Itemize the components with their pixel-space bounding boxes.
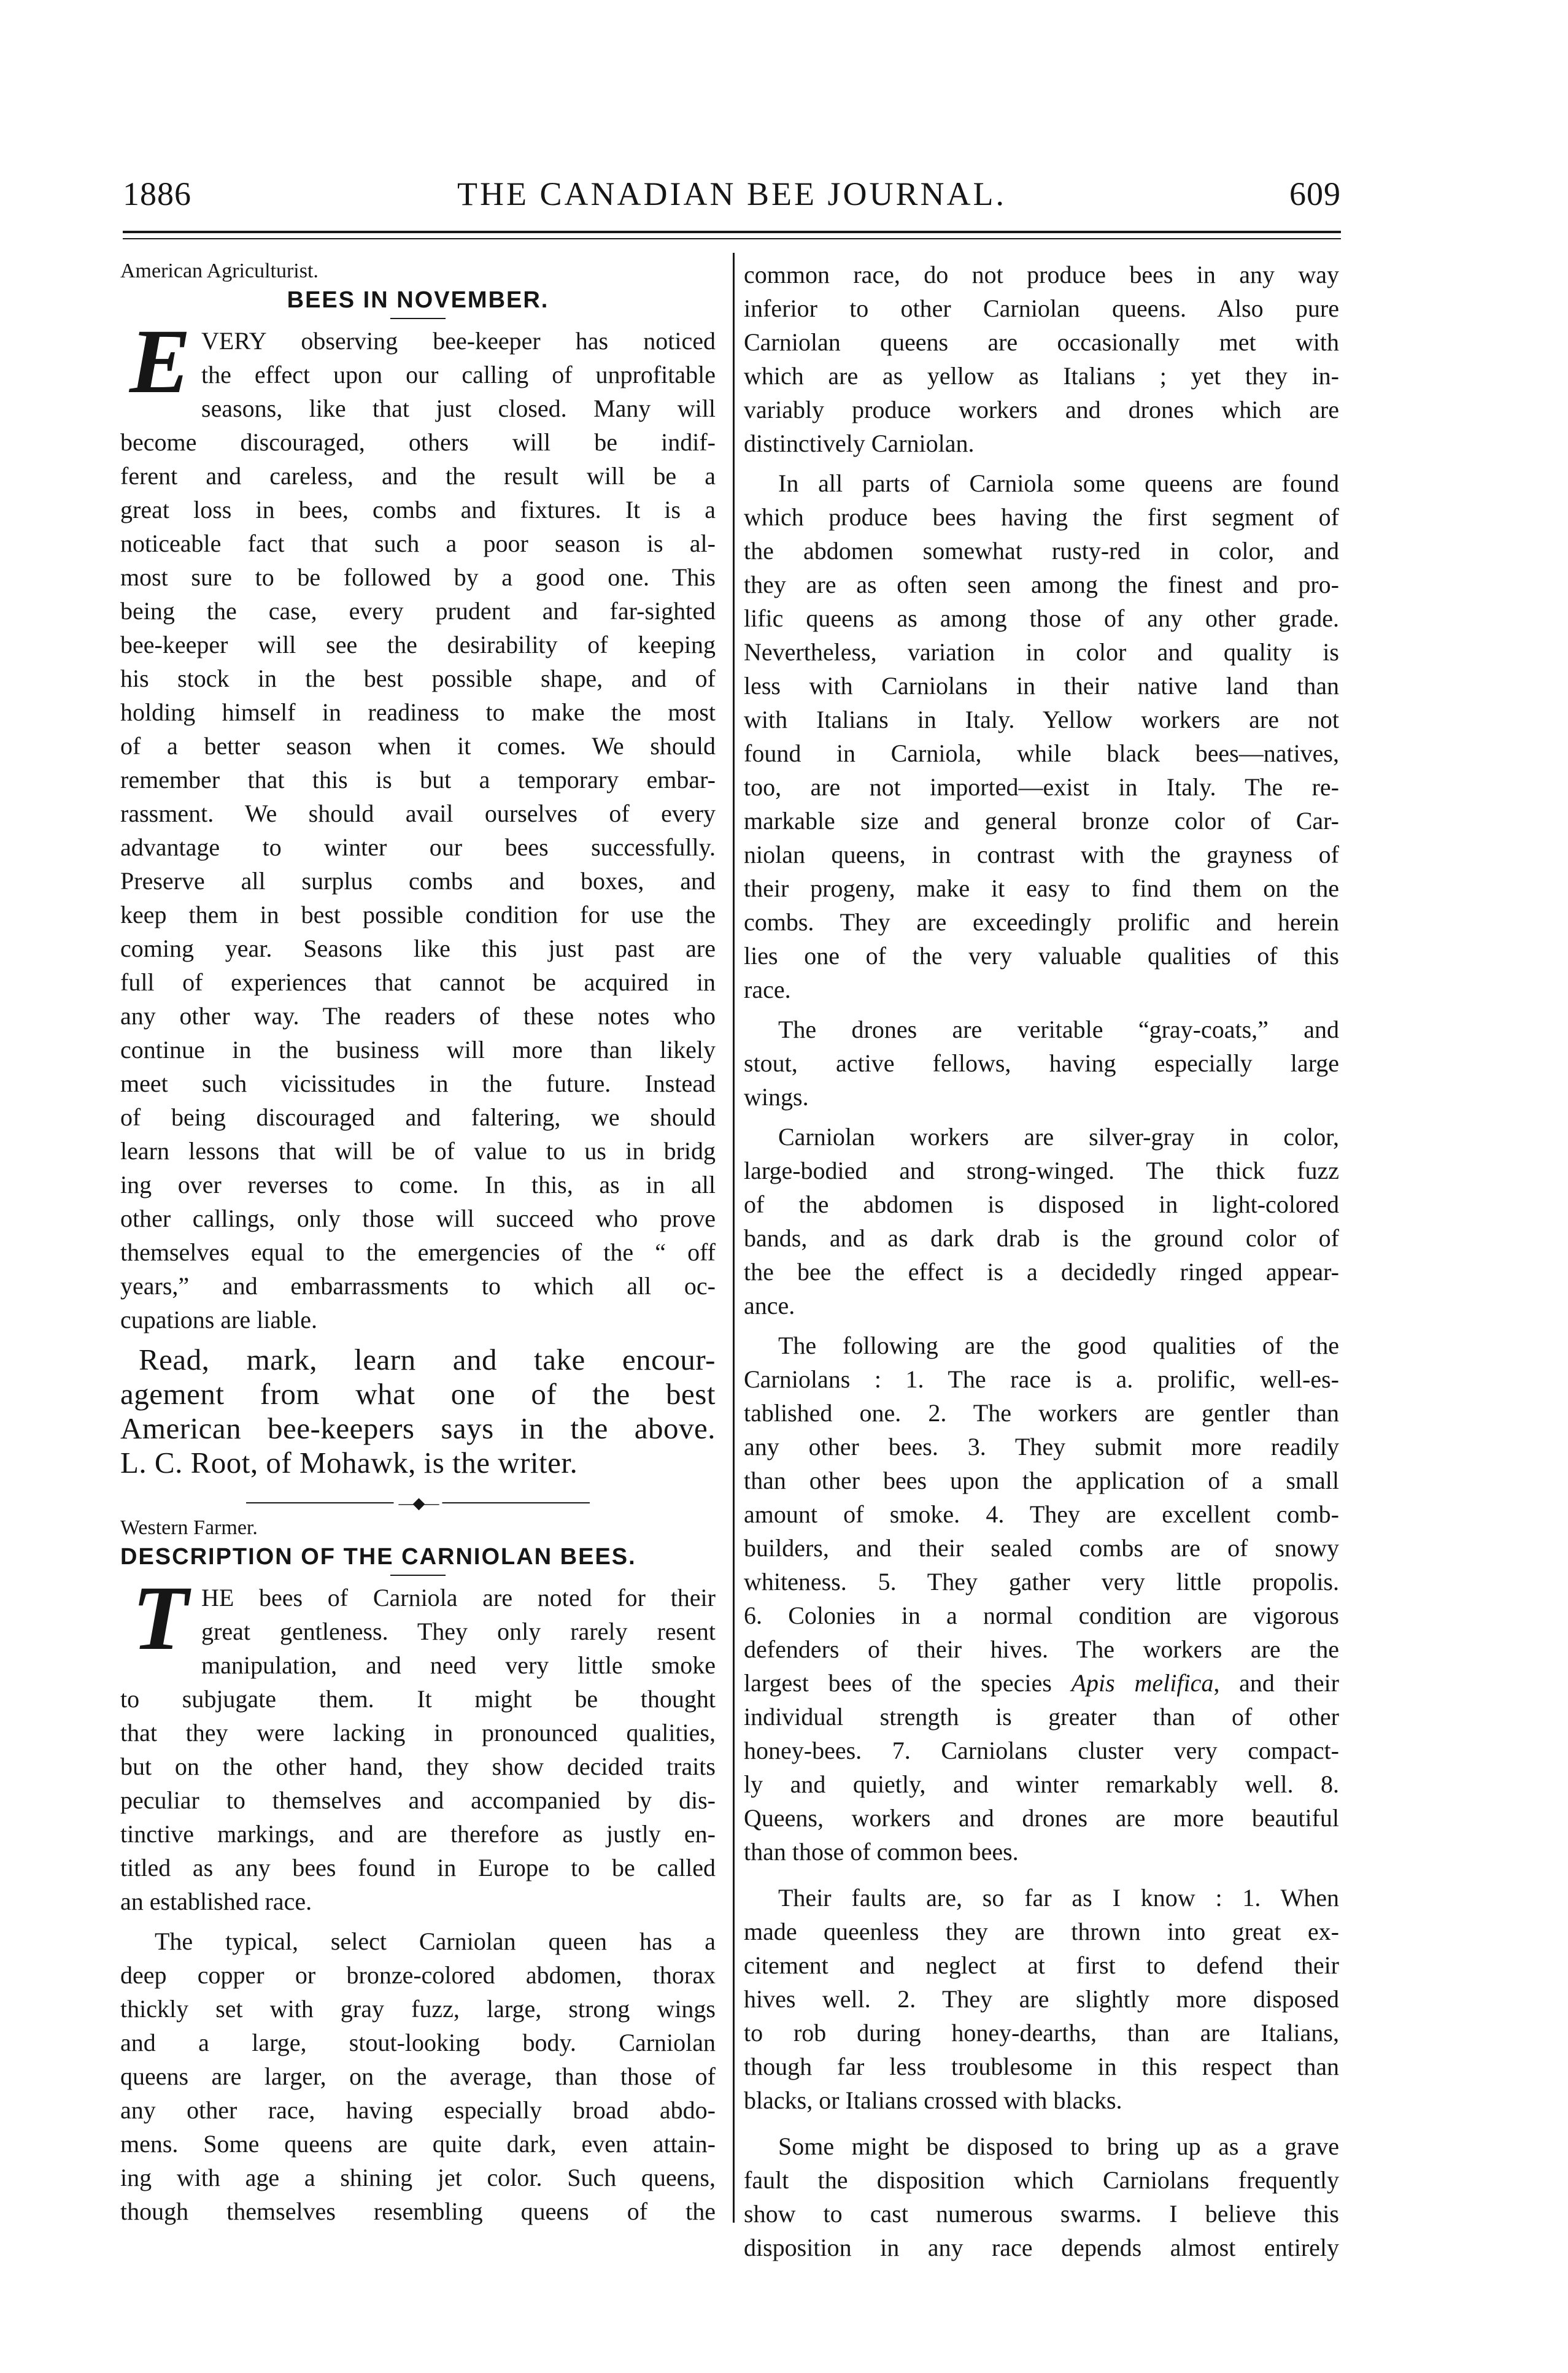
paragraph xyxy=(744,1329,1339,1869)
text-line: defenders of their hives. The workers are the xyxy=(744,1635,1339,1663)
text-line: builders, and their sealed combs are of snowy xyxy=(744,1534,1339,1562)
editor-note-line: L. C. Root, of Mohawk, is the writer. xyxy=(120,1446,578,1480)
text-line: Nevertheless, variation in color and quality is xyxy=(744,638,1339,666)
text-line: seasons, like that just closed. Many will xyxy=(201,395,716,422)
text-line: holding himself in readiness to make the most xyxy=(120,698,716,726)
paragraph xyxy=(744,2129,1339,2264)
paragraph xyxy=(744,1881,1339,2117)
text-line: the abdomen somewhat rusty-red in color, and xyxy=(744,537,1339,565)
text-line: The following are the good qualities of the xyxy=(778,1332,1339,1359)
text-line: fault the disposition which Carniolans frequently xyxy=(744,2166,1339,2194)
text-line: stout, active fellows, having especially large xyxy=(744,1049,1339,1077)
page-header xyxy=(123,175,1341,224)
text-line: ance. xyxy=(744,1292,795,1319)
text-line: large-bodied and strong-winged. The thick fuzz xyxy=(744,1157,1339,1184)
left-column xyxy=(120,258,716,2228)
text-line: 6. Colonies in a normal condition are vigorous xyxy=(744,1602,1339,1629)
text-line: ly and quietly, and winter remarkably well. 8. xyxy=(744,1770,1339,1798)
header-year: 1886 xyxy=(123,176,191,212)
text-line: inferior to other Carniolan queens. Also pure xyxy=(744,295,1339,322)
text-line: In all parts of Carniola some queens are found xyxy=(778,469,1339,497)
text-line: markable size and general bronze color of Car- xyxy=(744,807,1339,835)
column-divider xyxy=(733,253,735,2223)
text-line: Carniolan queens are occasionally met with xyxy=(744,328,1339,356)
text-line: advantage to winter our bees successfully. xyxy=(120,833,716,861)
text-line: his stock in the best possible shape, and of xyxy=(120,665,716,692)
text-line: queens are larger, on the average, than those of xyxy=(120,2062,716,2090)
text-line: found in Carniola, while black bees—natives, xyxy=(744,739,1339,767)
text-line: less with Carniolans in their native land than xyxy=(744,672,1339,700)
text-line: blacks, or Italians crossed with blacks. xyxy=(744,2086,1122,2114)
text-line: distinctively Carniolan. xyxy=(744,430,975,457)
text-line: noticeable fact that such a poor season is al- xyxy=(120,530,716,557)
text-line: cupations are liable. xyxy=(120,1306,317,1333)
text-line: become discouraged, others will be indif- xyxy=(120,428,716,456)
text-line: any other bees. 3. They submit more readily xyxy=(744,1433,1339,1460)
text-line: The typical, select Carniolan queen has a xyxy=(155,1927,716,1955)
text-line: continue in the business will more than likely xyxy=(120,1036,716,1063)
text-line: amount of smoke. 4. They are excellent comb- xyxy=(744,1500,1339,1528)
text-line: and a large, stout-looking body. Carniolan xyxy=(120,2029,716,2056)
text-line: being the case, every prudent and far-sighted xyxy=(120,597,716,625)
article-heading: BEES IN NOVEMBER. xyxy=(287,287,549,313)
text-line: peculiar to themselves and accompanied by dis- xyxy=(120,1786,716,1814)
text-line: meet such vicissitudes in the future. Instead xyxy=(120,1070,716,1097)
paragraph xyxy=(744,258,1339,460)
paragraph xyxy=(120,1567,716,1918)
text-line: ing over reverses to come. In this, as in all xyxy=(120,1171,716,1198)
text-line: to subjugate them. It might be thought xyxy=(120,1685,716,1713)
right-column xyxy=(744,258,1339,2264)
paragraph xyxy=(120,311,716,1337)
text-line: combs. They are exceedingly prolific and herein xyxy=(744,908,1339,936)
text-line: Carniolans : 1. The race is a. prolific, well-es- xyxy=(744,1365,1339,1393)
paragraph xyxy=(744,1013,1339,1114)
text-line: than those of common bees. xyxy=(744,1838,1019,1866)
text-line: to rob during honey-dearths, than are Italians, xyxy=(744,2019,1339,2047)
text-line: made queenless they are thrown into great ex- xyxy=(744,1918,1339,1945)
paragraph xyxy=(120,1924,716,2228)
article-body xyxy=(120,1567,716,2228)
section-ornament xyxy=(246,1494,590,1513)
text-line: great loss in bees, combs and fixtures. It is a xyxy=(120,496,716,523)
text-line: lies one of the very valuable qualities of this xyxy=(744,942,1339,970)
source-credit: Western Farmer. xyxy=(120,1516,258,1539)
text-line: Carniolan workers are silver-gray in color, xyxy=(778,1123,1339,1151)
text-line: honey-bees. 7. Carniolans cluster very compact- xyxy=(744,1737,1339,1764)
text-line: remember that this is but a temporary embar- xyxy=(120,766,716,793)
text-line: of being discouraged and faltering, we should xyxy=(120,1103,716,1131)
text-line: Some might be disposed to bring up as a grave xyxy=(778,2132,1339,2160)
text-line: which produce bees having the first segment of xyxy=(744,503,1339,531)
text-line: mens. Some queens are quite dark, even attain- xyxy=(120,2130,716,2158)
header-rule-thin xyxy=(123,238,1341,239)
text-line: but on the other hand, they show decided traits xyxy=(120,1753,716,1780)
text-line: rassment. We should avail ourselves of every xyxy=(120,800,716,827)
text-line: their progeny, make it easy to find them on the xyxy=(744,874,1339,902)
text-line: whiteness. 5. They gather very little propolis. xyxy=(744,1568,1339,1596)
text-line: though far less troublesome in this respect than xyxy=(744,2053,1339,2080)
paragraph xyxy=(744,466,1339,1006)
editor-note xyxy=(120,1343,716,1480)
text-line: race. xyxy=(744,976,791,1003)
text-line: disposition in any race depends almost entirely xyxy=(744,2234,1339,2261)
text-line: keep them in best possible condition for use the xyxy=(120,901,716,928)
text-line: wings. xyxy=(744,1083,809,1111)
drop-cap-letter: T xyxy=(132,1567,188,1669)
text-line: of the abdomen is disposed in light-colored xyxy=(744,1190,1339,1218)
heading-rule xyxy=(390,1575,446,1576)
text-line: thickly set with gray fuzz, large, strong wings xyxy=(120,1995,716,2023)
editor-note-line: Read, mark, learn and take encour- xyxy=(139,1343,716,1376)
text-line: an established race. xyxy=(120,1888,312,1915)
text-line: tinctive markings, and are therefore as justly en- xyxy=(120,1820,716,1848)
text-line: hives well. 2. They are slightly more disposed xyxy=(744,1985,1339,2013)
text-line: The drones are veritable “gray-coats,” and xyxy=(778,1016,1339,1043)
text-line: which are as yellow as Italians ; yet they in- xyxy=(744,362,1339,390)
source-credit: American Agriculturist. xyxy=(120,260,319,282)
text-line: the bee the effect is a decidedly ringed appear- xyxy=(744,1258,1339,1286)
text-line: largest bees of the species Apis melifica, and their xyxy=(744,1669,1339,1697)
journal-title: THE CANADIAN BEE JOURNAL. xyxy=(457,176,1006,212)
heading-rule xyxy=(390,318,446,319)
article-heading: DESCRIPTION OF THE CARNIOLAN BEES. xyxy=(120,1544,636,1570)
text-line: individual strength is greater than of other xyxy=(744,1703,1339,1731)
article-body xyxy=(120,311,716,1337)
text-line: full of experiences that cannot be acquired in xyxy=(120,968,716,996)
text-line: great gentleness. They only rarely resent xyxy=(201,1618,716,1645)
paragraph xyxy=(744,1120,1339,1322)
editor-note-line: American bee-keepers says in the above. xyxy=(120,1411,716,1445)
text-line: than other bees upon the application of a small xyxy=(744,1467,1339,1494)
text-line: that they were lacking in pronounced qualities, xyxy=(120,1719,716,1746)
text-line: years,” and embarrassments to which all oc- xyxy=(120,1272,716,1300)
text-line: with Italians in Italy. Yellow workers are not xyxy=(744,706,1339,733)
text-line: themselves equal to the emergencies of the “ off xyxy=(120,1238,716,1266)
species-name: Apis melifica xyxy=(1071,1669,1214,1697)
text-line: most sure to be followed by a good one. This xyxy=(120,563,716,591)
text-line: titled as any bees found in Europe to be called xyxy=(120,1854,716,1881)
text-line: ferent and careless, and the result will be a xyxy=(120,462,716,490)
text-line: any other way. The readers of these notes who xyxy=(120,1002,716,1030)
text-line: show to cast numerous swarms. I believe this xyxy=(744,2200,1339,2228)
text-line: too, are not imported—exist in Italy. The re- xyxy=(744,773,1339,801)
drop-cap-letter: E xyxy=(129,311,191,412)
text-line: of a better season when it comes. We should xyxy=(120,732,716,760)
text-line: they are as often seen among the finest and pro- xyxy=(744,571,1339,598)
text-line: ing with age a shining jet color. Such queens, xyxy=(120,2164,716,2191)
text-line: manipulation, and need very little smoke xyxy=(201,1651,716,1679)
text-line: Preserve all surplus combs and boxes, and xyxy=(120,867,716,895)
ornament-glyph: —◆— xyxy=(394,1494,442,1513)
text-line: bee-keeper will see the desirability of keeping xyxy=(120,631,716,658)
text-line: any other race, having especially broad abdo- xyxy=(120,2096,716,2124)
text-line: lific queens as among those of any other grade. xyxy=(744,604,1339,632)
text-line: tablished one. 2. The workers are gentler than xyxy=(744,1399,1339,1427)
text-line: though themselves resembling queens of the xyxy=(120,2197,716,2225)
editor-note-line: agement from what one of the best xyxy=(120,1377,716,1411)
text-line: deep copper or bronze-colored abdomen, thorax xyxy=(120,1961,716,1989)
text-line: niolan queens, in contrast with the grayness of xyxy=(744,841,1339,868)
header-rule-thick xyxy=(123,231,1341,233)
text-line: Queens, workers and drones are more beautiful xyxy=(744,1804,1339,1832)
text-line: coming year. Seasons like this just past are xyxy=(120,935,716,962)
text-line: the effect upon our calling of unprofitable xyxy=(201,361,716,388)
text-line: citement and neglect at first to defend their xyxy=(744,1951,1339,1979)
text-line: common race, do not produce bees in any way xyxy=(744,261,1339,288)
text-line: Their faults are, so far as I know : 1. When xyxy=(778,1884,1339,1912)
page-number: 609 xyxy=(1289,176,1341,212)
text-line: VERY observing bee-keeper has noticed xyxy=(201,327,716,355)
text-line: variably produce workers and drones which are xyxy=(744,396,1339,423)
text-line: bands, and as dark drab is the ground color of xyxy=(744,1224,1339,1252)
text-line: HE bees of Carniola are noted for their xyxy=(201,1584,716,1611)
text-line: learn lessons that will be of value to us in bridg xyxy=(120,1137,716,1165)
text-line: other callings, only those will succeed who prove xyxy=(120,1205,716,1232)
